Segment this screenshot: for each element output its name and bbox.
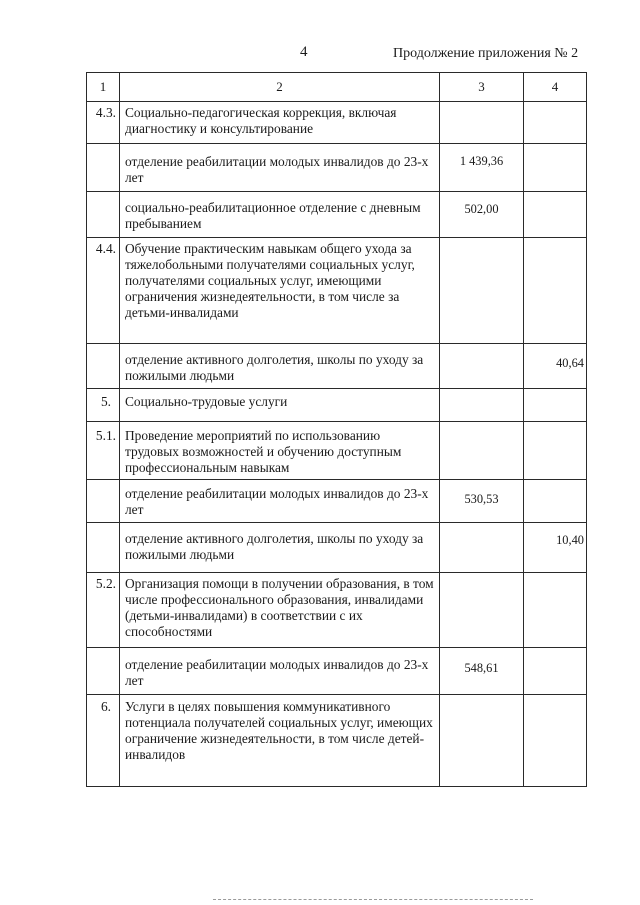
section-title: Социально-трудовые услуги: [120, 389, 440, 422]
row-description: Социально-педагогическая коррекция, включая диагностику и консультирование: [120, 102, 440, 144]
row-value-col4: 40,64: [524, 344, 587, 389]
table-row: [87, 102, 587, 144]
row-description: Обучение практическим навыкам общего ухода за тяжелобольными получателями социальных услуг, получателями социальных услуг, имеющими ограничения жизнедеятельности, в том числе за детьми-инвалидами: [120, 238, 440, 344]
row-value-col4: [524, 480, 587, 523]
appendix-continuation-label: Продолжение приложения № 2: [393, 46, 579, 61]
row-value-col4: [524, 238, 587, 344]
row-number: 5.1.: [87, 422, 120, 480]
row-value-col3: 548,61: [440, 648, 524, 695]
row-number: [87, 480, 120, 523]
row-value-col4: [524, 422, 587, 480]
row-number: 5.2.: [87, 573, 120, 648]
row-description: отделение реабилитации молодых инвалидов до 23-х лет: [120, 648, 440, 695]
table-row: [87, 192, 587, 238]
row-description: отделение реабилитации молодых инвалидов до 23-х лет: [120, 480, 440, 523]
row-value-col3: [440, 422, 524, 480]
row-value-col3: [440, 573, 524, 648]
column-header: 4: [524, 73, 587, 102]
table-row: [87, 648, 587, 695]
section-row: [87, 389, 587, 422]
row-value-col3: [440, 238, 524, 344]
column-header: 3: [440, 73, 524, 102]
table-row: [87, 573, 587, 648]
row-number: [87, 144, 120, 192]
column-header: 1: [87, 73, 120, 102]
row-number: [87, 344, 120, 389]
table-row: [87, 523, 587, 573]
row-value-col3: 502,00: [440, 192, 524, 238]
table-row: [87, 480, 587, 523]
row-number: [87, 648, 120, 695]
row-number: [87, 523, 120, 573]
row-value-col4: [524, 102, 587, 144]
section-number: 6.: [87, 695, 120, 787]
row-value-col4: [524, 144, 587, 192]
row-description: отделение активного долголетия, школы по уходу за пожилыми людьми: [120, 344, 440, 389]
row-description: отделение активного долголетия, школы по уходу за пожилыми людьми: [120, 523, 440, 573]
row-value-col4: [524, 648, 587, 695]
row-value-col4: [524, 389, 587, 422]
row-value-col3: [440, 523, 524, 573]
row-number: [87, 192, 120, 238]
row-value-col4: [524, 192, 587, 238]
row-description: социально-реабилитационное отделение с дневным пребыванием: [120, 192, 440, 238]
row-value-col3: [440, 102, 524, 144]
table-header-row: [87, 73, 587, 102]
scan-artifact-divider: [213, 897, 533, 900]
table-row: [87, 144, 587, 192]
row-number: 4.4.: [87, 238, 120, 344]
section-title: Услуги в целях повышения коммуникативного потенциала получателей социальных услуг, имеющих ограничение жизнедеятельности, в том числе детей-инвалидов: [120, 695, 440, 787]
row-value-col3: [440, 695, 524, 787]
row-description: Организация помощи в получении образования, в том числе профессионального образования, инвалидами (детьми-инвалидами) в соответствии с их способностями: [120, 573, 440, 648]
section-number: 5.: [87, 389, 120, 422]
row-description: отделение реабилитации молодых инвалидов до 23-х лет: [120, 144, 440, 192]
row-value-col4: [524, 573, 587, 648]
row-value-col3: 1 439,36: [440, 144, 524, 192]
row-description: Проведение мероприятий по использованию трудовых возможностей и обучению доступным профессиональным навыкам: [120, 422, 440, 480]
table-row: [87, 344, 587, 389]
services-table: [86, 72, 587, 787]
row-value-col3: [440, 389, 524, 422]
row-value-col3: [440, 344, 524, 389]
row-value-col4: [524, 695, 587, 787]
row-value-col3: 530,53: [440, 480, 524, 523]
table-row: [87, 238, 587, 344]
table-row: [87, 422, 587, 480]
section-row: [87, 695, 587, 787]
column-header: 2: [120, 73, 440, 102]
row-value-col4: 10,40: [524, 523, 587, 573]
page-number: 4: [300, 44, 308, 60]
row-number: 4.3.: [87, 102, 120, 144]
